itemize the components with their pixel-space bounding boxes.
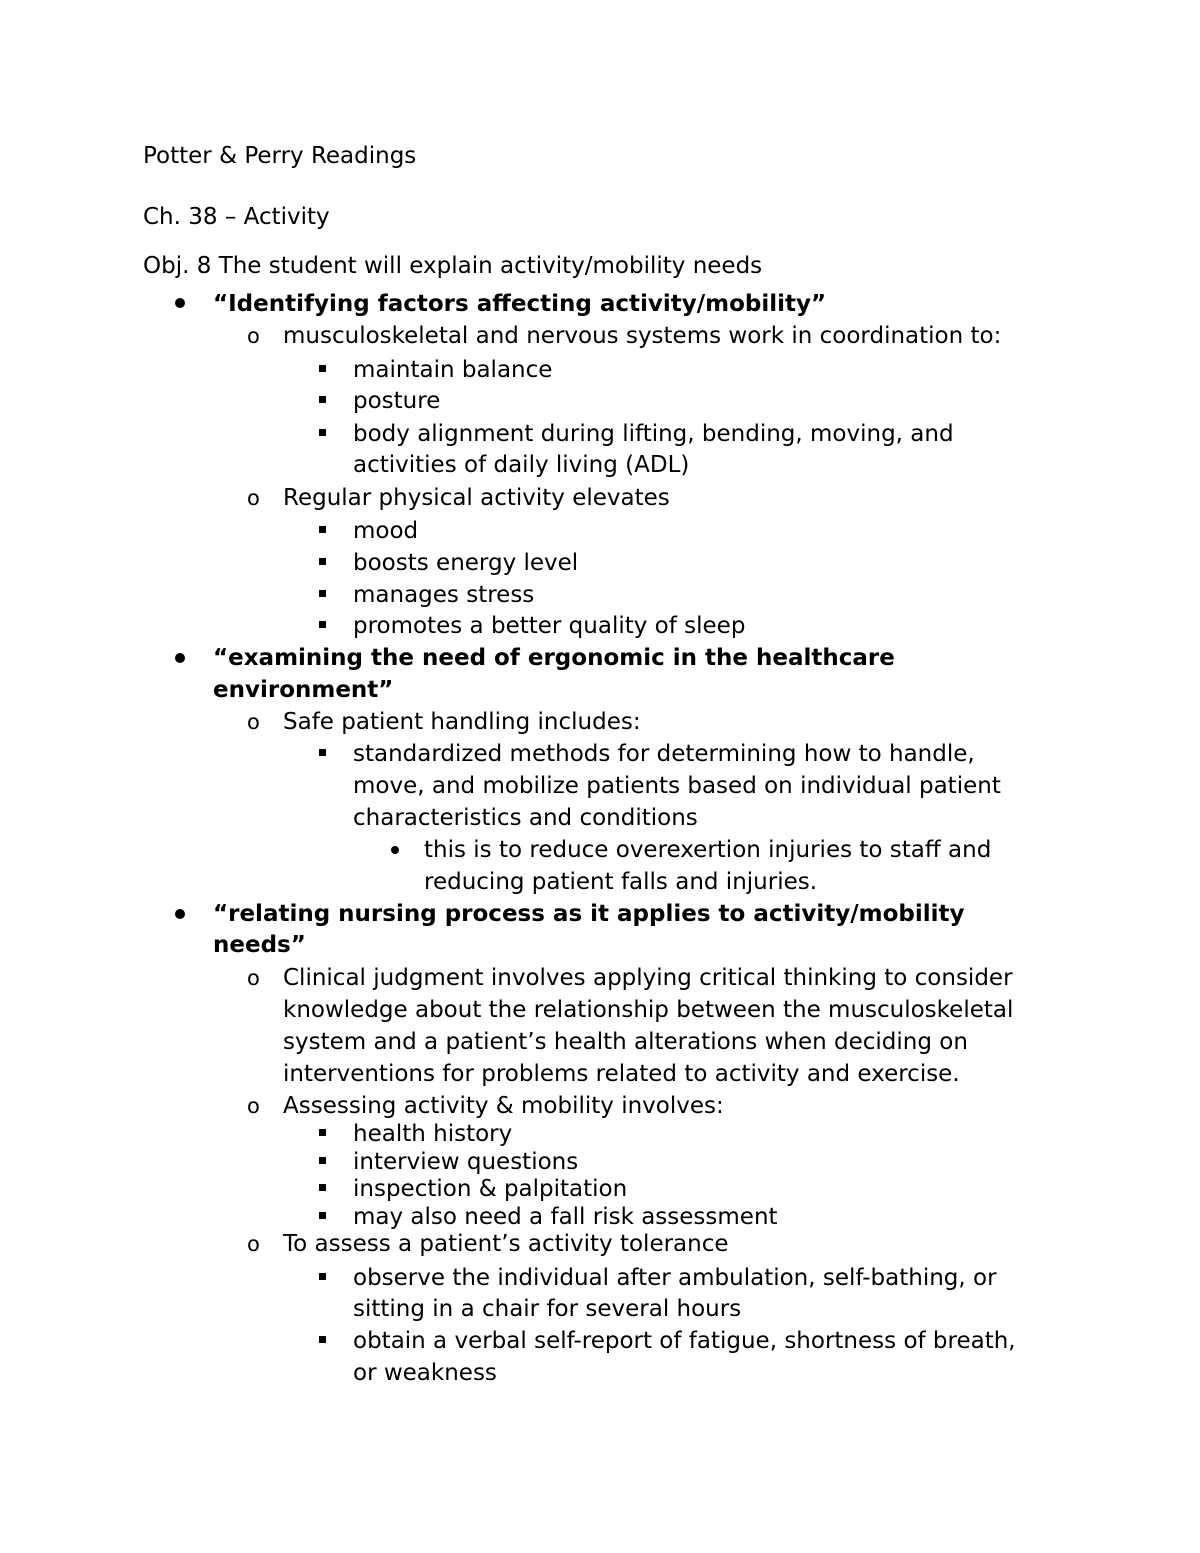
list-item: interview questions [353, 1149, 579, 1175]
bullet-square [319, 1212, 326, 1219]
list-item: Clinical judgment involves applying critical thinking to consider [283, 965, 1013, 991]
list-item-continuation: characteristics and conditions [353, 805, 698, 831]
bullet-square [319, 558, 326, 565]
section-heading-continuation: environment” [213, 677, 394, 703]
list-item: mood [353, 518, 419, 544]
section-heading: “relating nursing process as it applies to activity/mobility [213, 901, 965, 927]
bullet-square [319, 396, 326, 403]
bullet-square [319, 1157, 326, 1164]
list-item: Regular physical activity elevates [283, 485, 670, 511]
list-item: boosts energy level [353, 550, 579, 576]
document-title: Potter & Perry Readings [143, 143, 417, 169]
bullet-circle: o [247, 966, 260, 990]
list-item: To assess a patient’s activity tolerance [283, 1231, 729, 1257]
bullet-square [319, 749, 326, 756]
bullet-square [319, 1129, 326, 1136]
section-heading: “Identifying factors affecting activity/mobility” [213, 291, 827, 317]
objective-line: Obj. 8 The student will explain activity/mobility needs [143, 253, 763, 279]
list-item-continuation: activities of daily living (ADL) [353, 452, 690, 478]
list-item: manages stress [353, 582, 535, 608]
bullet-dot [391, 846, 399, 854]
bullet-circle: o [247, 1094, 260, 1118]
chapter-heading: Ch. 38 – Activity [143, 204, 330, 230]
list-item: musculoskeletal and nervous systems work in coordination to: [283, 323, 1002, 349]
list-item: body alignment during lifting, bending, moving, and [353, 421, 954, 447]
list-item: posture [353, 388, 441, 414]
list-item-continuation: system and a patient’s health alterations when deciding on [283, 1029, 968, 1055]
bullet-square [319, 590, 326, 597]
list-item-continuation: interventions for problems related to activity and exercise. [283, 1061, 960, 1087]
list-item-continuation: sitting in a chair for several hours [353, 1296, 742, 1322]
bullet-circle: o [247, 324, 260, 348]
list-item: health history [353, 1121, 513, 1147]
bullet-dot [175, 653, 185, 663]
list-item-continuation: move, and mobilize patients based on individual patient [353, 773, 1001, 799]
bullet-circle: o [247, 486, 260, 510]
bullet-square [319, 365, 326, 372]
list-item: may also need a fall risk assessment [353, 1204, 778, 1230]
bullet-circle: o [247, 1232, 260, 1256]
bullet-square [319, 526, 326, 533]
bullet-square [319, 429, 326, 436]
list-item: standardized methods for determining how to handle, [353, 741, 975, 767]
bullet-square [319, 1184, 326, 1191]
list-item-continuation: or weakness [353, 1360, 497, 1386]
bullet-square [319, 621, 326, 628]
bullet-dot [175, 909, 185, 919]
list-item: Assessing activity & mobility involves: [283, 1093, 724, 1119]
list-item: obtain a verbal self-report of fatigue, shortness of breath, [353, 1328, 1016, 1354]
list-item: promotes a better quality of sleep [353, 613, 746, 639]
list-item: maintain balance [353, 357, 553, 383]
list-item: observe the individual after ambulation, self-bathing, or [353, 1265, 997, 1291]
list-item: this is to reduce overexertion injuries to staff and [424, 837, 992, 863]
section-heading-continuation: needs” [213, 932, 306, 958]
bullet-circle: o [247, 710, 260, 734]
list-item: inspection & palpitation [353, 1176, 628, 1202]
bullet-square [319, 1273, 326, 1280]
section-heading: “examining the need of ergonomic in the healthcare [213, 645, 895, 671]
bullet-dot [175, 298, 185, 308]
bullet-square [319, 1336, 326, 1343]
list-item: Safe patient handling includes: [283, 709, 641, 735]
list-item-continuation: reducing patient falls and injuries. [424, 869, 818, 895]
list-item-continuation: knowledge about the relationship between the musculoskeletal [283, 997, 1014, 1023]
